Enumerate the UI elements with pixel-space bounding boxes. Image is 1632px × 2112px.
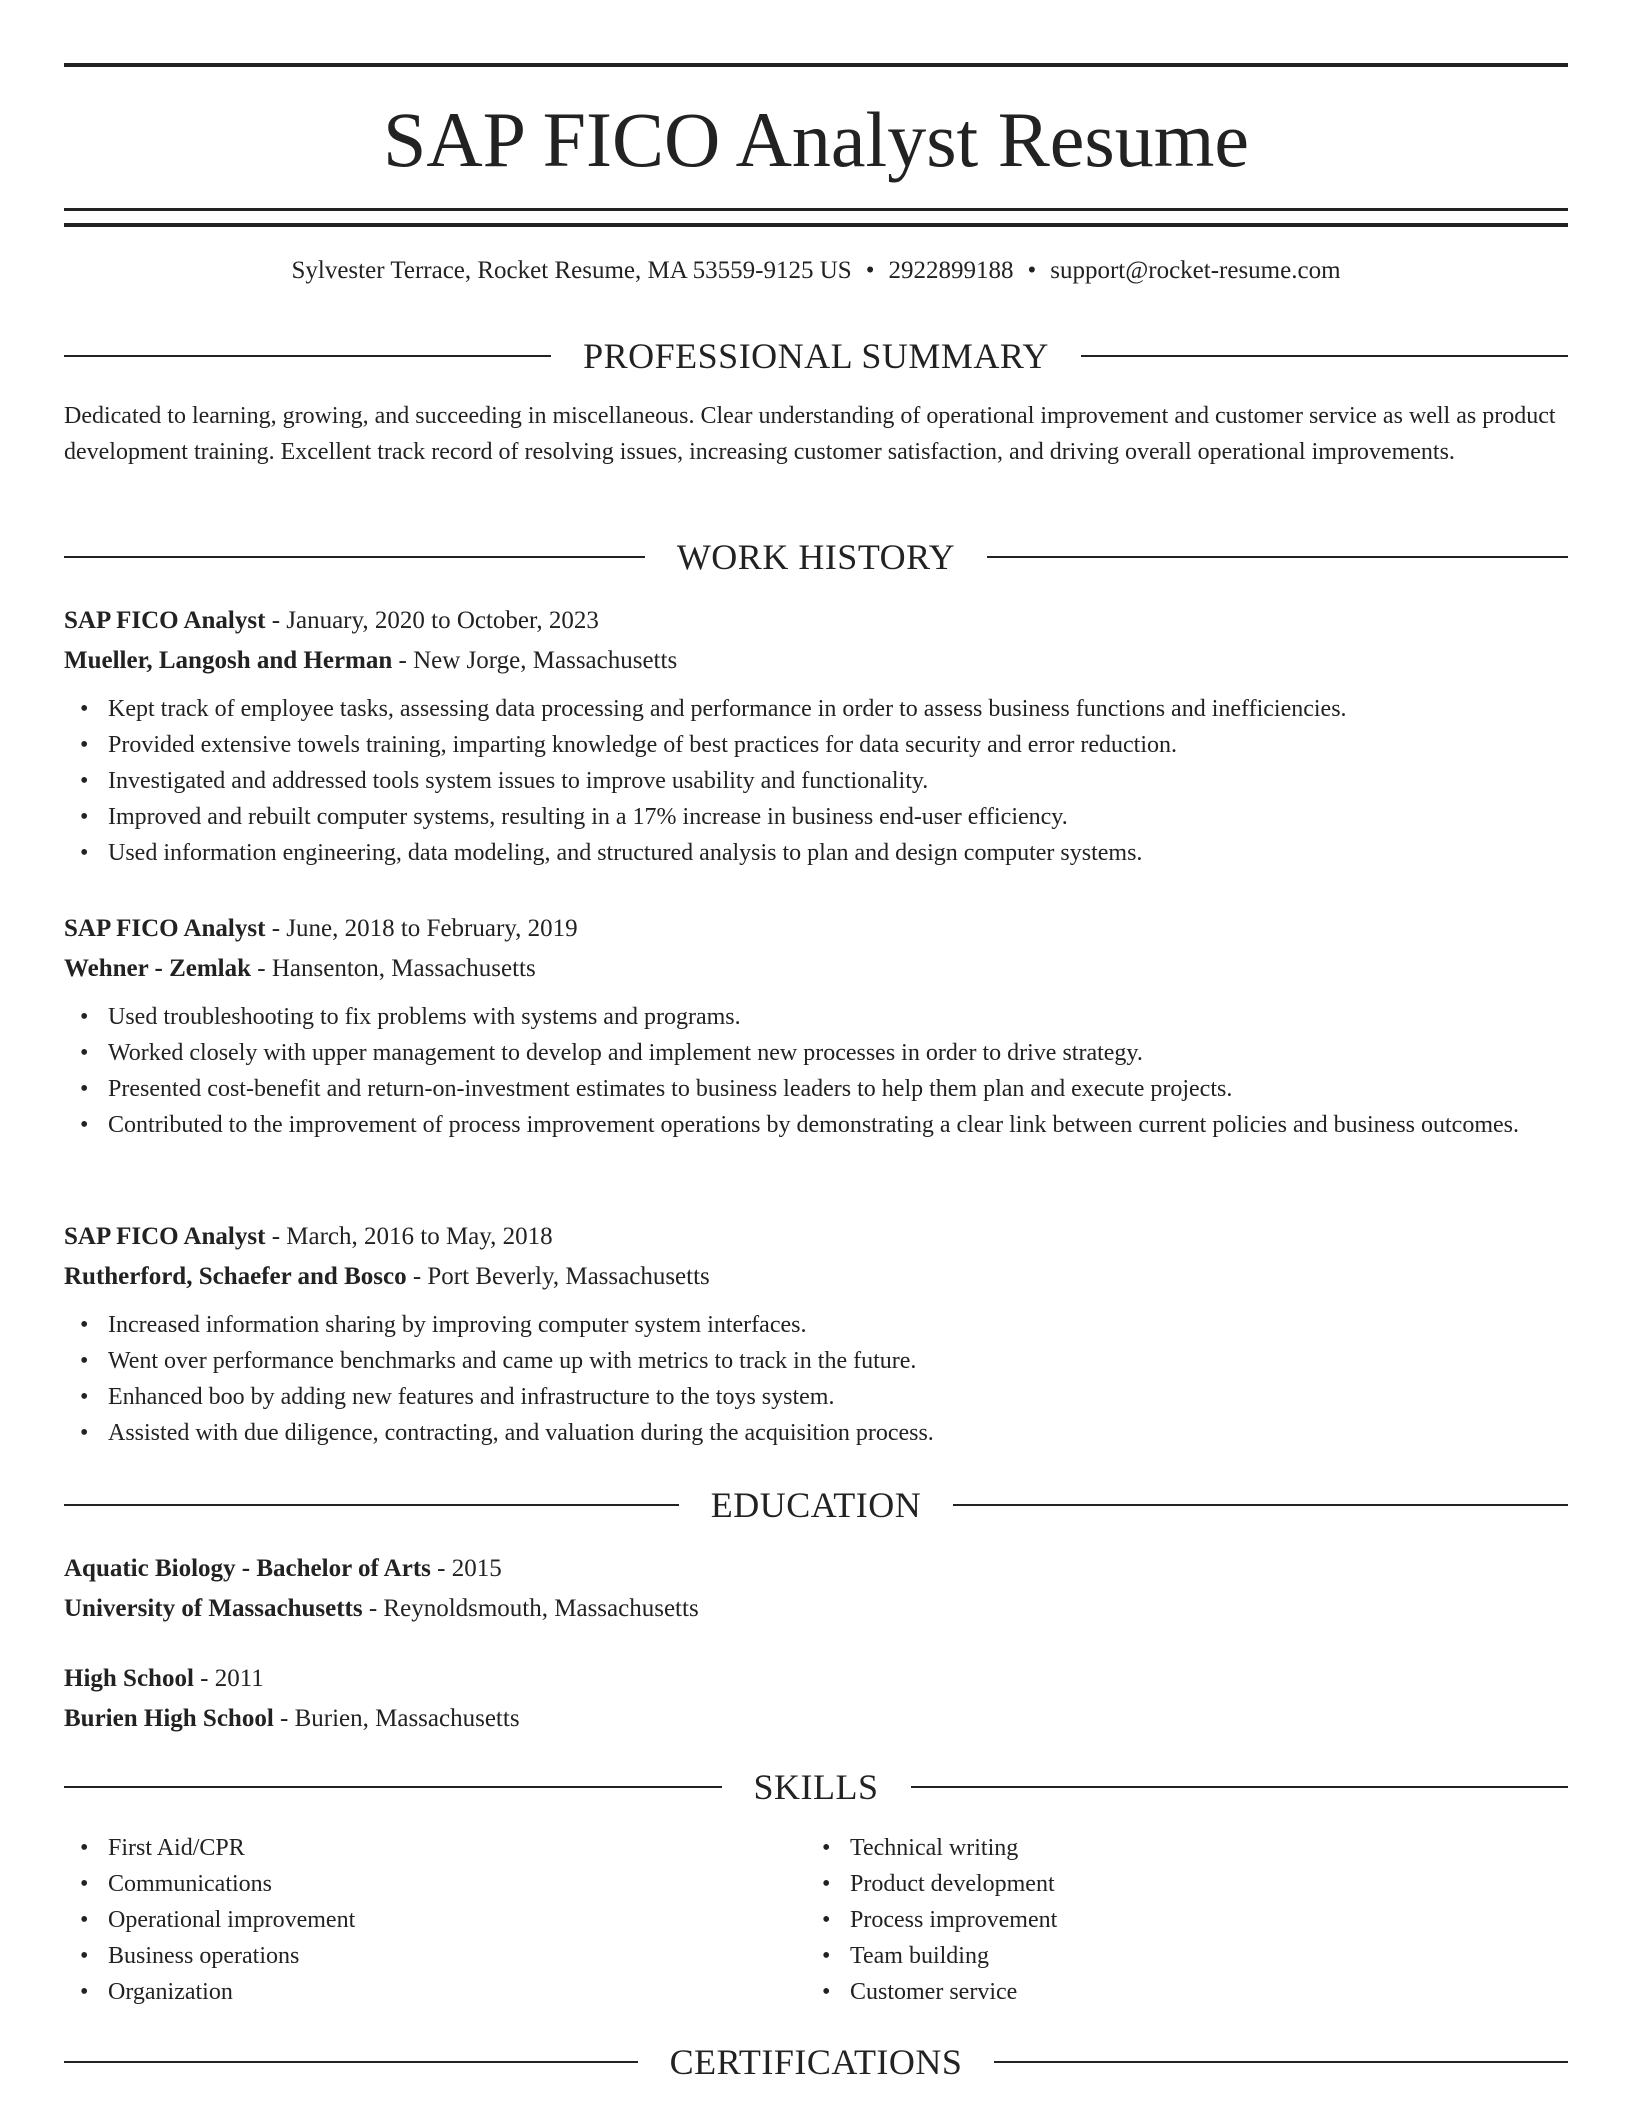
- contact-separator: •: [865, 257, 875, 284]
- school-location: - Burien, Massachusetts: [273, 1705, 520, 1732]
- skills-list: [64, 1830, 1568, 2010]
- skill-item: • Business operations: [108, 1938, 806, 1974]
- degree-year: - 2015: [430, 1555, 502, 1582]
- list-item: • Increased information sharing by improving computer system interfaces.: [108, 1307, 1568, 1343]
- job-title: SAP FICO Analyst: [64, 607, 266, 634]
- job-entry: [64, 1217, 1568, 1451]
- contact-separator: •: [1027, 257, 1037, 284]
- section-rule-left: [64, 556, 645, 558]
- section-rule-left: [64, 2061, 638, 2063]
- section-title: PROFESSIONAL SUMMARY: [583, 336, 1049, 376]
- skill-item: • Organization: [108, 1974, 806, 2010]
- school: Burien High School: [64, 1705, 274, 1732]
- section-rule-left: [64, 1504, 679, 1506]
- education-entry: [64, 1659, 1568, 1739]
- job-title-line: [64, 601, 1568, 641]
- job-company-line: [64, 1257, 1568, 1297]
- school-line: [64, 1589, 1568, 1629]
- skill-item: • Process improvement: [850, 1902, 1548, 1938]
- top-rule: [64, 63, 1568, 67]
- job-title-line: [64, 1217, 1568, 1257]
- list-item: • Contributed to the improvement of process improvement operations by demonstrating a clear link between current policies and business outcomes.: [108, 1107, 1568, 1143]
- summary-block: [64, 398, 1568, 470]
- skills-bullets: [64, 1830, 806, 2010]
- school: University of Massachusetts: [64, 1595, 363, 1622]
- degree: High School: [64, 1665, 194, 1692]
- page-title: SAP FICO Analyst Resume: [382, 96, 1250, 183]
- education-entry: [64, 1549, 1568, 1629]
- job-title: SAP FICO Analyst: [64, 1223, 266, 1250]
- job-title-line: [64, 909, 1568, 949]
- section-rule-left: [64, 355, 551, 357]
- list-item: • Investigated and addressed tools system issues to improve usability and functionality.: [108, 763, 1568, 799]
- skill-item: • Customer service: [850, 1974, 1548, 2010]
- section-title: WORK HISTORY: [676, 537, 956, 577]
- section-rule-left: [64, 1786, 722, 1788]
- list-item: • Improved and rebuilt computer systems, resulting in a 17% increase in business end-user efficiency.: [108, 799, 1568, 835]
- job-company: Mueller, Langosh and Herman: [64, 647, 393, 674]
- job-location: - Hansenton, Massachusetts: [251, 955, 536, 982]
- degree-line: [64, 1549, 1568, 1589]
- contact-line: [64, 253, 1568, 289]
- section-header-summary: [64, 336, 1568, 376]
- list-item: • Provided extensive towels training, imparting knowledge of best practices for data security and error reduction.: [108, 727, 1568, 763]
- section-header-certifications: [64, 2042, 1568, 2082]
- job-location: - New Jorge, Massachusetts: [392, 647, 678, 674]
- job-bullets: [64, 691, 1568, 871]
- section-title: SKILLS: [753, 1767, 879, 1807]
- summary-text: Dedicated to learning, growing, and succeeding in miscellaneous. Clear understanding of operational improvement and customer service as well as product development training. Excellent track record of resolving issues, increasing customer satisfaction, and driving overall operational improvements.: [64, 403, 1556, 465]
- degree: Aquatic Biology - Bachelor of Arts: [64, 1555, 431, 1582]
- skills-column-left: [64, 1830, 806, 2010]
- skills-bullets: [806, 1830, 1548, 2010]
- job-title: SAP FICO Analyst: [64, 915, 266, 942]
- skill-item: • Operational improvement: [108, 1902, 806, 1938]
- list-item: • Presented cost-benefit and return-on-investment estimates to business leaders to help them plan and execute projects.: [108, 1071, 1568, 1107]
- job-dates: - March, 2016 to May, 2018: [265, 1223, 553, 1250]
- section-header-education: [64, 1485, 1568, 1525]
- section-rule-right: [1081, 355, 1568, 357]
- skill-item: • Product development: [850, 1866, 1548, 1902]
- section-rule-right: [987, 556, 1568, 558]
- job-company: Wehner - Zemlak: [64, 955, 252, 982]
- list-item: • Used information engineering, data modeling, and structured analysis to plan and design computer systems.: [108, 835, 1568, 871]
- skills-column-right: [806, 1830, 1548, 2010]
- job-entry: [64, 601, 1568, 871]
- list-item: • Went over performance benchmarks and came up with metrics to track in the future.: [108, 1343, 1568, 1379]
- job-company-line: [64, 641, 1568, 681]
- job-company: Rutherford, Schaefer and Bosco: [64, 1263, 407, 1290]
- list-item: • Worked closely with upper management to develop and implement new processes in order to drive strategy.: [108, 1035, 1568, 1071]
- degree-year: - 2011: [193, 1665, 264, 1692]
- section-header-work: [64, 537, 1568, 577]
- job-dates: - January, 2020 to October, 2023: [265, 607, 599, 634]
- section-rule-right: [911, 1786, 1569, 1788]
- list-item: • Assisted with due diligence, contracting, and valuation during the acquisition process.: [108, 1415, 1568, 1451]
- skill-item: • Team building: [850, 1938, 1548, 1974]
- section-rule-right: [953, 1504, 1568, 1506]
- job-location: - Port Beverly, Massachusetts: [406, 1263, 710, 1290]
- contact-phone: 2922899188: [888, 257, 1014, 284]
- school-location: - Reynoldsmouth, Massachusetts: [362, 1595, 699, 1622]
- job-bullets: [64, 1307, 1568, 1451]
- contact-address: Sylvester Terrace, Rocket Resume, MA 53559-9125 US: [291, 257, 852, 284]
- job-dates: - June, 2018 to February, 2019: [265, 915, 578, 942]
- section-header-skills: [64, 1767, 1568, 1807]
- skill-item: • Technical writing: [850, 1830, 1548, 1866]
- section-title: CERTIFICATIONS: [669, 2042, 963, 2082]
- skill-item: • First Aid/CPR: [108, 1830, 806, 1866]
- section-rule-right: [994, 2061, 1568, 2063]
- skill-item: • Communications: [108, 1866, 806, 1902]
- title-double-rule: [64, 208, 1568, 227]
- contact-email: support@rocket-resume.com: [1050, 257, 1341, 284]
- list-item: • Used troubleshooting to fix problems with systems and programs.: [108, 999, 1568, 1035]
- list-item: • Enhanced boo by adding new features and infrastructure to the toys system.: [108, 1379, 1568, 1415]
- degree-line: [64, 1659, 1568, 1699]
- job-company-line: [64, 949, 1568, 989]
- job-entry: [64, 909, 1568, 1143]
- section-title: EDUCATION: [710, 1485, 922, 1525]
- list-item: • Kept track of employee tasks, assessing data processing and performance in order to assess business functions and inefficiencies.: [108, 691, 1568, 727]
- job-bullets: [64, 999, 1568, 1143]
- school-line: [64, 1699, 1568, 1739]
